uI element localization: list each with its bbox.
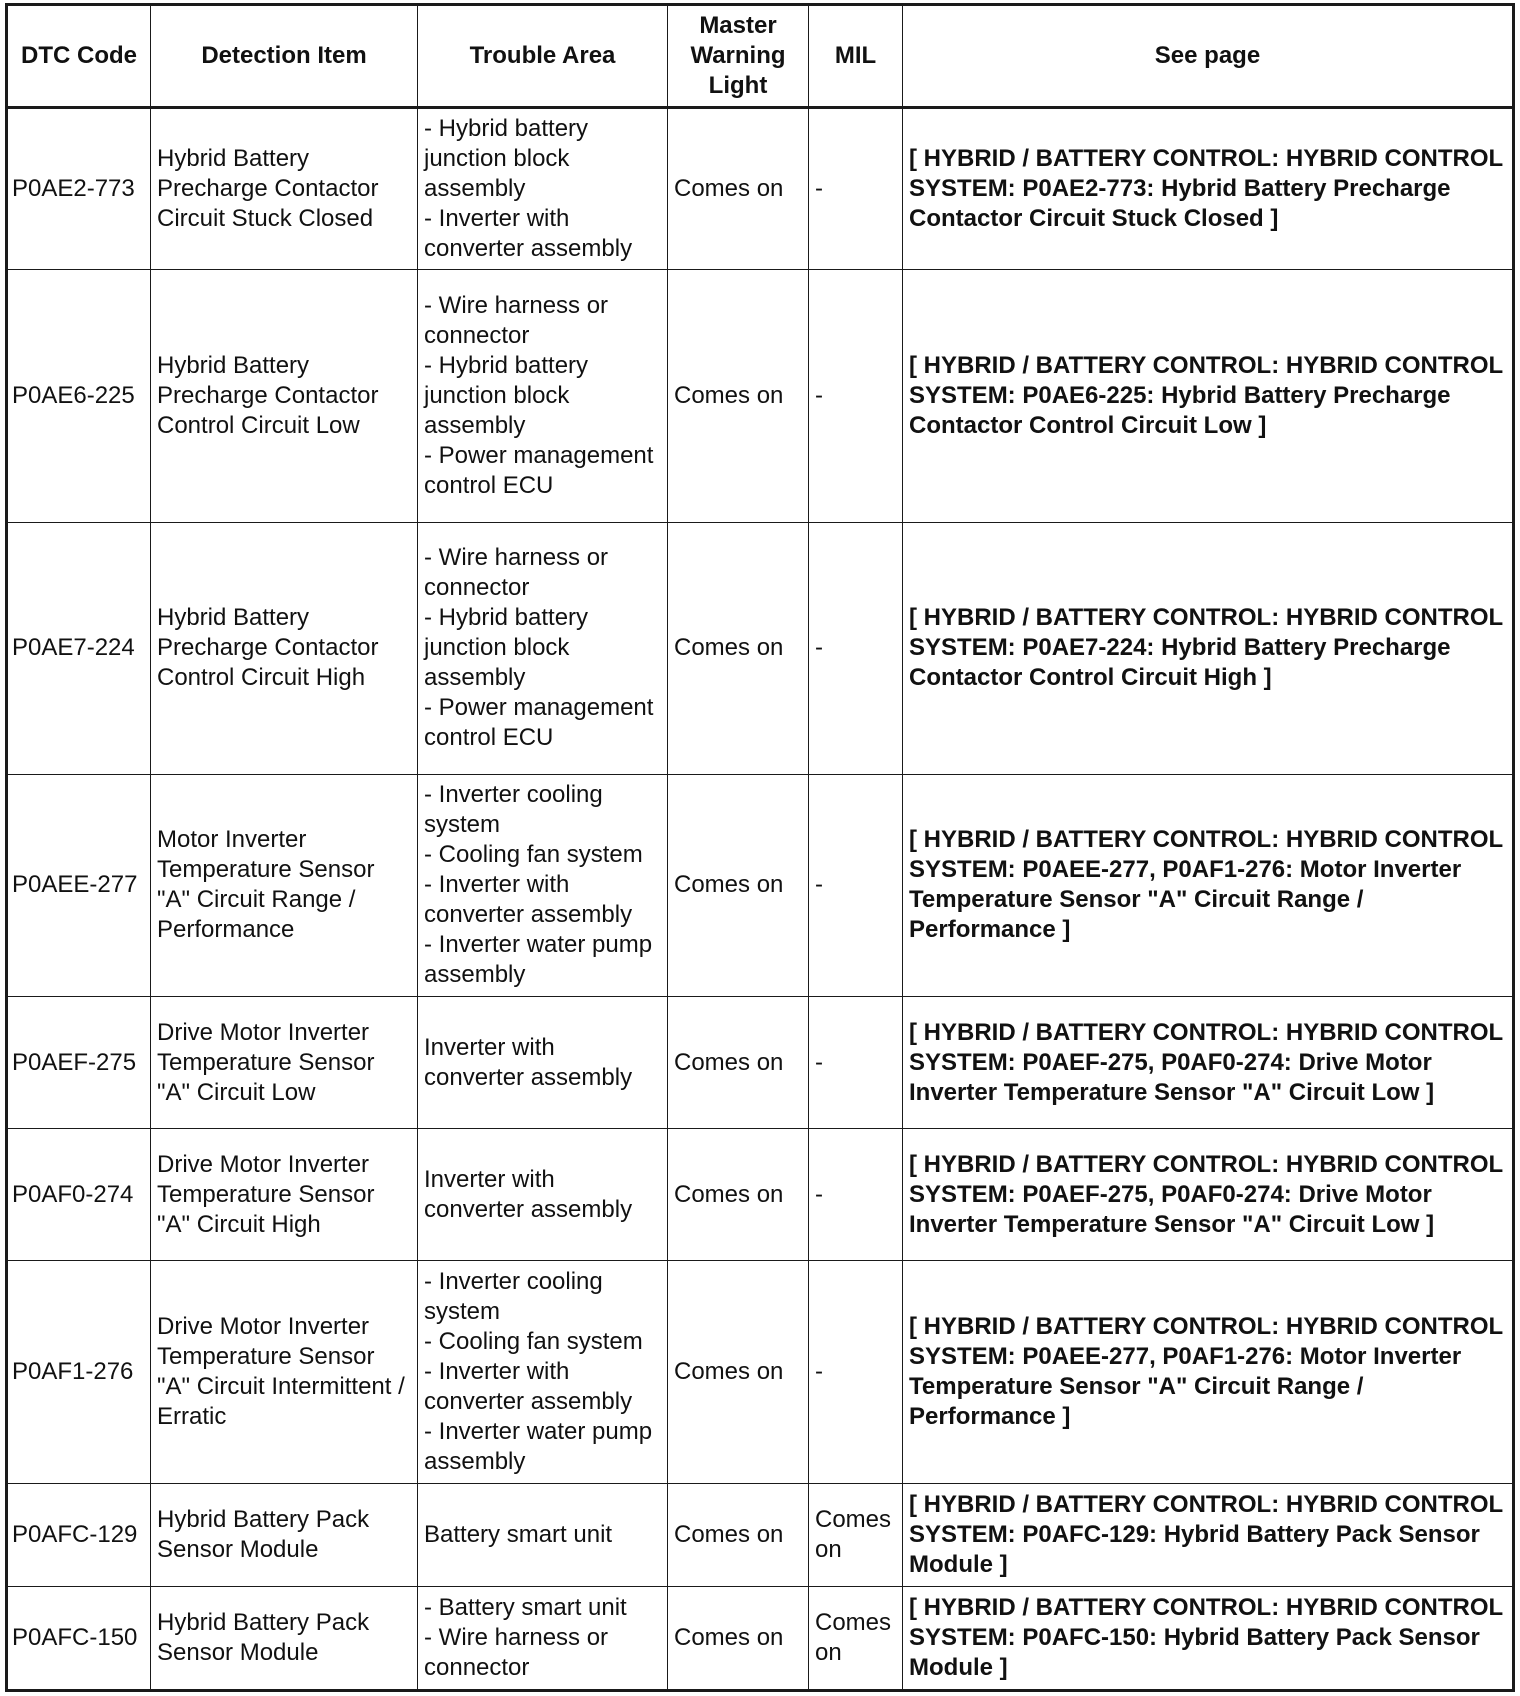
see-page-cell: [ HYBRID / BATTERY CONTROL: HYBRID CONTROL SYSTEM: P0AEE-277, P0AF1-276: Motor Inverter Temperature Sensor "A" Circuit Range / Performance ] (903, 1261, 1513, 1483)
trouble-area-cell: - Inverter cooling system - Cooling fan system - Inverter with converter assembly - Inverter water pump assembly (418, 1261, 668, 1483)
mil-cell: - (809, 774, 903, 996)
trouble-area-cell: - Hybrid battery junction block assembly - Inverter with converter assembly (418, 108, 668, 270)
dtc-code-cell: P0AE2-773 (8, 108, 151, 270)
dtc-code-cell: P0AEE-277 (8, 774, 151, 996)
dtc-code-cell: P0AF1-276 (8, 1261, 151, 1483)
master-warning-cell: Comes on (668, 1586, 809, 1689)
header-dtc-code: DTC Code (8, 6, 151, 108)
header-mil: MIL (809, 6, 903, 108)
mil-cell: Comes on (809, 1483, 903, 1586)
header-row (8, 6, 1513, 108)
table-row (8, 1586, 1513, 1689)
table-row (8, 108, 1513, 270)
detection-item-cell: Drive Motor Inverter Temperature Sensor "A" Circuit High (151, 1129, 418, 1261)
master-warning-cell: Comes on (668, 1261, 809, 1483)
trouble-area-cell: - Inverter cooling system - Cooling fan system - Inverter with converter assembly - Inverter water pump assembly (418, 774, 668, 996)
trouble-area-cell: - Wire harness or connector - Hybrid battery junction block assembly - Power management control ECU (418, 270, 668, 522)
detection-item-cell: Hybrid Battery Precharge Contactor Circuit Stuck Closed (151, 108, 418, 270)
header-master-warning-light: Master Warning Light (668, 6, 809, 108)
trouble-area-cell: - Battery smart unit - Wire harness or connector (418, 1586, 668, 1689)
see-page-cell: [ HYBRID / BATTERY CONTROL: HYBRID CONTROL SYSTEM: P0AEF-275, P0AF0-274: Drive Motor Inverter Temperature Sensor "A" Circuit Low ] (903, 997, 1513, 1129)
mil-cell: - (809, 270, 903, 522)
mil-cell: - (809, 1129, 903, 1261)
dtc-table (7, 5, 1513, 1690)
trouble-area-cell: - Wire harness or connector - Hybrid battery junction block assembly - Power management control ECU (418, 522, 668, 774)
header-trouble-area: Trouble Area (418, 6, 668, 108)
mil-cell: - (809, 108, 903, 270)
mil-cell: Comes on (809, 1586, 903, 1689)
header-see-page: See page (903, 6, 1513, 108)
see-page-cell: [ HYBRID / BATTERY CONTROL: HYBRID CONTROL SYSTEM: P0AFC-150: Hybrid Battery Pack Sensor Module ] (903, 1586, 1513, 1689)
mil-cell: - (809, 1261, 903, 1483)
master-warning-cell: Comes on (668, 997, 809, 1129)
see-page-cell: [ HYBRID / BATTERY CONTROL: HYBRID CONTROL SYSTEM: P0AEF-275, P0AF0-274: Drive Motor Inverter Temperature Sensor "A" Circuit Low ] (903, 1129, 1513, 1261)
see-page-cell: [ HYBRID / BATTERY CONTROL: HYBRID CONTROL SYSTEM: P0AEE-277, P0AF1-276: Motor Inverter Temperature Sensor "A" Circuit Range / Performance ] (903, 774, 1513, 996)
detection-item-cell: Motor Inverter Temperature Sensor "A" Circuit Range / Performance (151, 774, 418, 996)
dtc-code-cell: P0AF0-274 (8, 1129, 151, 1261)
table-row (8, 270, 1513, 522)
detection-item-cell: Drive Motor Inverter Temperature Sensor "A" Circuit Low (151, 997, 418, 1129)
table-row (8, 1261, 1513, 1483)
see-page-cell: [ HYBRID / BATTERY CONTROL: HYBRID CONTROL SYSTEM: P0AE2-773: Hybrid Battery Precharge Contactor Circuit Stuck Closed ] (903, 108, 1513, 270)
table-row (8, 774, 1513, 996)
table-row (8, 522, 1513, 774)
master-warning-cell: Comes on (668, 1129, 809, 1261)
dtc-code-cell: P0AFC-150 (8, 1586, 151, 1689)
dtc-code-cell: P0AFC-129 (8, 1483, 151, 1586)
master-warning-cell: Comes on (668, 774, 809, 996)
detection-item-cell: Hybrid Battery Pack Sensor Module (151, 1586, 418, 1689)
see-page-cell: [ HYBRID / BATTERY CONTROL: HYBRID CONTROL SYSTEM: P0AE7-224: Hybrid Battery Precharge Contactor Control Circuit High ] (903, 522, 1513, 774)
dtc-code-cell: P0AEF-275 (8, 997, 151, 1129)
dtc-code-cell: P0AE7-224 (8, 522, 151, 774)
detection-item-cell: Hybrid Battery Pack Sensor Module (151, 1483, 418, 1586)
table-row (8, 997, 1513, 1129)
table-row (8, 1483, 1513, 1586)
trouble-area-cell: Inverter with converter assembly (418, 997, 668, 1129)
master-warning-cell: Comes on (668, 522, 809, 774)
header-detection-item: Detection Item (151, 6, 418, 108)
master-warning-cell: Comes on (668, 108, 809, 270)
detection-item-cell: Drive Motor Inverter Temperature Sensor "A" Circuit Intermittent / Erratic (151, 1261, 418, 1483)
trouble-area-cell: Inverter with converter assembly (418, 1129, 668, 1261)
detection-item-cell: Hybrid Battery Precharge Contactor Control Circuit High (151, 522, 418, 774)
table-body (8, 108, 1513, 1690)
trouble-area-cell: Battery smart unit (418, 1483, 668, 1586)
see-page-cell: [ HYBRID / BATTERY CONTROL: HYBRID CONTROL SYSTEM: P0AE6-225: Hybrid Battery Precharge Contactor Control Circuit Low ] (903, 270, 1513, 522)
table-header (8, 6, 1513, 108)
table-row (8, 1129, 1513, 1261)
see-page-cell: [ HYBRID / BATTERY CONTROL: HYBRID CONTROL SYSTEM: P0AFC-129: Hybrid Battery Pack Sensor Module ] (903, 1483, 1513, 1586)
master-warning-cell: Comes on (668, 270, 809, 522)
mil-cell: - (809, 522, 903, 774)
dtc-code-cell: P0AE6-225 (8, 270, 151, 522)
master-warning-cell: Comes on (668, 1483, 809, 1586)
detection-item-cell: Hybrid Battery Precharge Contactor Control Circuit Low (151, 270, 418, 522)
mil-cell: - (809, 997, 903, 1129)
